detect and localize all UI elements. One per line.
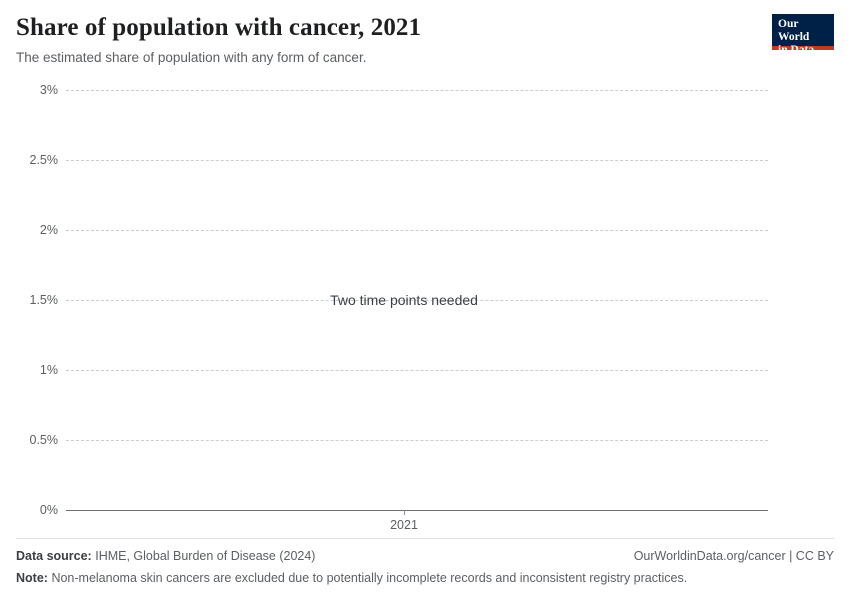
- chart-footer: [16, 538, 834, 588]
- footer-note-label: Note:: [16, 571, 48, 586]
- footer-note: [16, 569, 834, 588]
- owid-logo-line1: Our World: [778, 18, 810, 43]
- footer-note-text: Non-melanoma skin cancers are excluded due to potentially incomplete records and inconsistent registry practices.: [51, 571, 688, 586]
- gridline-0-5: [66, 440, 768, 441]
- data-source: [16, 547, 315, 566]
- footer-source-row: [16, 547, 834, 566]
- chart-plot-area: [16, 78, 834, 533]
- x-axis-line: [66, 510, 768, 511]
- x-axis-label-2021: 2021: [390, 518, 418, 532]
- chart-header: [16, 0, 834, 66]
- chart-subtitle: The estimated share of population with any form of cancer.: [16, 49, 367, 65]
- chart-empty-message: Two time points needed: [330, 292, 478, 308]
- owid-logo[interactable]: [772, 14, 834, 56]
- y-axis-label-3: 3%: [39, 83, 58, 97]
- y-axis-label-0: 0%: [39, 503, 58, 517]
- y-axis-label-1: 1%: [39, 363, 58, 377]
- chart-grid: [16, 78, 834, 533]
- y-axis-label-0-5: 0.5%: [29, 433, 58, 447]
- y-axis-label-2-5: 2.5%: [29, 153, 58, 167]
- gridline-1: [66, 370, 768, 371]
- owid-license-link[interactable]: OurWorldinData.org/cancer | CC BY: [633, 548, 834, 563]
- x-axis-tickmark-2021: [404, 510, 405, 515]
- owid-logo-line2: in Data: [778, 44, 815, 56]
- footer-attribution[interactable]: [634, 547, 834, 566]
- footer-divider: [16, 538, 834, 539]
- gridline-3: [66, 90, 768, 91]
- gridline-2: [66, 230, 768, 231]
- gridline-2-5: [66, 160, 768, 161]
- data-source-text: IHME, Global Burden of Disease (2024): [95, 548, 316, 563]
- y-axis-label-2: 2%: [39, 223, 58, 237]
- data-source-label: Data source:: [16, 548, 92, 563]
- page-title: Share of population with cancer, 2021: [16, 14, 422, 41]
- y-axis-label-1-5: 1.5%: [29, 293, 58, 307]
